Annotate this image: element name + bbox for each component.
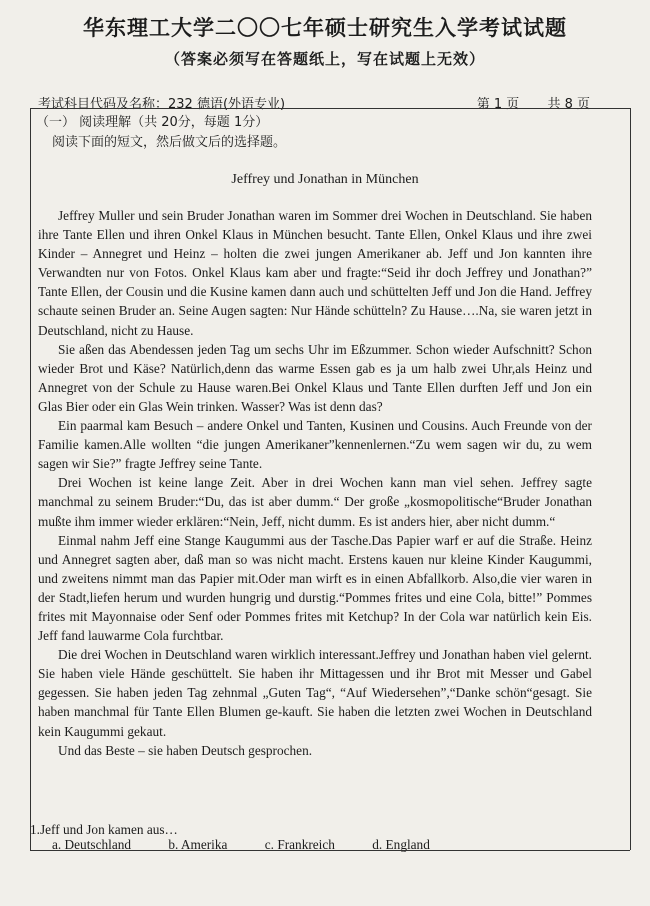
exam-subtitle: （答案必须写在答题纸上，写在试题上无效） [164,50,485,68]
option-c: c. Frankreich [264,837,335,852]
option-d: d. England [372,837,430,852]
passage-title: Jeffrey und Jonathan in München [231,172,419,187]
section-instruction: 阅读下面的短文，然后做文后的选择题。 [52,135,287,150]
page-number: 第 1 页 [476,97,520,112]
option-a: a. Deutschland [52,837,132,852]
passage-paragraph: Einmal nahm Jeff eine Stange Kaugummi aus der Tasche.Das Papier warf er auf die Straße. Heinz und Annegret sagten aber, daß man so was nicht macht. Erstens kauen nur kleine Kinder Kaugummi, und zweitens nimmt man das Papier mit.Oder man wirft es in einen Abfallkorb. Also,die vier waren in der Stadt,liefen herum und wurden hungrig und durstig.“Pommes frites und eine Cola, bitte!” Pommes frites mit Mayonnaise oder Senf oder Pommes frites mit Ketchup? In der Cola war natürlich kein Eis. Jeff fand lauwarme Cola furchtbar. [38,532,592,644]
page-total: 共 8 页 [547,97,590,112]
question-1: 1.Jeff und Jon kamen aus… [30,822,178,837]
passage-paragraph: Und das Beste – sie haben Deutsch gesprochen. [58,742,313,758]
page-info [453,93,590,112]
passage-paragraph: Ein paarmal kam Besuch – andere Onkel und Tanten, Kusinen und Cousins. Auch Freunde von der Familie kamen.Alle wollten “die jungen Amerikaner”kennenlernen.“Zu wem sagen wir du, zu wem sagen wir Sie?” fragte Jeffrey seine Tante. [38,418,592,472]
left-border [30,108,31,850]
section-heading: （一） 阅读理解（共 20分，每题 1分） [36,115,269,130]
passage-paragraph: Jeffrey Muller und sein Bruder Jonathan waren im Sommer drei Wochen in Deutschland. Sie haben ihre Tante Ellen und ihren Onkel Klaus in München besucht. Tante Ellen, Onkel Klaus und ihre zwei Kinder – Annegret und Heinz – holten die zwei jungen Amerikaner ab. Jeff und Jon kannten ihre Verwandten nur von Fotos. Onkel Klaus kam aber und fragte:“Seid ihr doch Jeffrey und Jonathan?” Tante Ellen, der Cousin und die Kusine kamen dann auch und schüttelten Jeff und Jon die Hand. Jeffrey schaute seinen Bruder an. Seine Augen sagten: Nur Hände schütteln? Zu Hause….Na, sie waren jetzt in Deutschland, nicht zu Hause. [38,208,592,338]
passage-paragraph: Sie aßen das Abendessen jeden Tag um sechs Uhr im Eßzummer. Schon wieder Aufschnitt? Schon wieder Brot und Käse? Natürlich,denn das warme Essen gab es ja um halb zwei Uhr,als Heinz und Annegret von der Schule zu Hause waren.Bei Onkel Klaus und Tante Ellen durften Jeff und Jon ein Glas Bier oder ein Glas Wein trinken. Wasser? Was ist denn das? [38,341,592,414]
passage-body [38,206,592,760]
right-border [630,108,631,850]
passage-paragraph: Drei Wochen ist keine lange Zeit. Aber in drei Wochen kann man viel sehen. Jeffrey sagte manchmal zu seinem Bruder:“Du, das ist aber dumm.“ Der große „kosmopolitische“Bruder Jonathan mußte ihm immer wieder erklären:“Nein, Jeff, nicht dumm. Es ist anders hier, aber nicht dumm.“ [38,475,592,529]
bottom-border [30,850,630,851]
passage-paragraph: Die drei Wochen in Deutschland waren wirklich interessant.Jeffrey und Jonathan haben viel gelernt. Sie haben viele Hände geschüttelt. Sie haben ihr Mittagessen und ihr Brot mit Messer und Gabel gegessen. Sie haben jeden Tag zehnmal „Guten Tag“, “Auf Wiedersehen”,“Danke schön“gesagt. Sie haben manchmal für Tante Ellen Blumen ge-kauft. Sie haben die letzten zwei Wochen in Deutschland kein Kaugummi gekaut. [38,647,592,739]
subject-label: 考试科目代码及名称：232 德语(外语专业) [38,97,286,112]
exam-title: 华东理工大学二〇〇七年硕士研究生入学考试试题 [83,16,567,40]
option-b: b. Amerika [168,837,228,852]
top-border [30,108,630,109]
